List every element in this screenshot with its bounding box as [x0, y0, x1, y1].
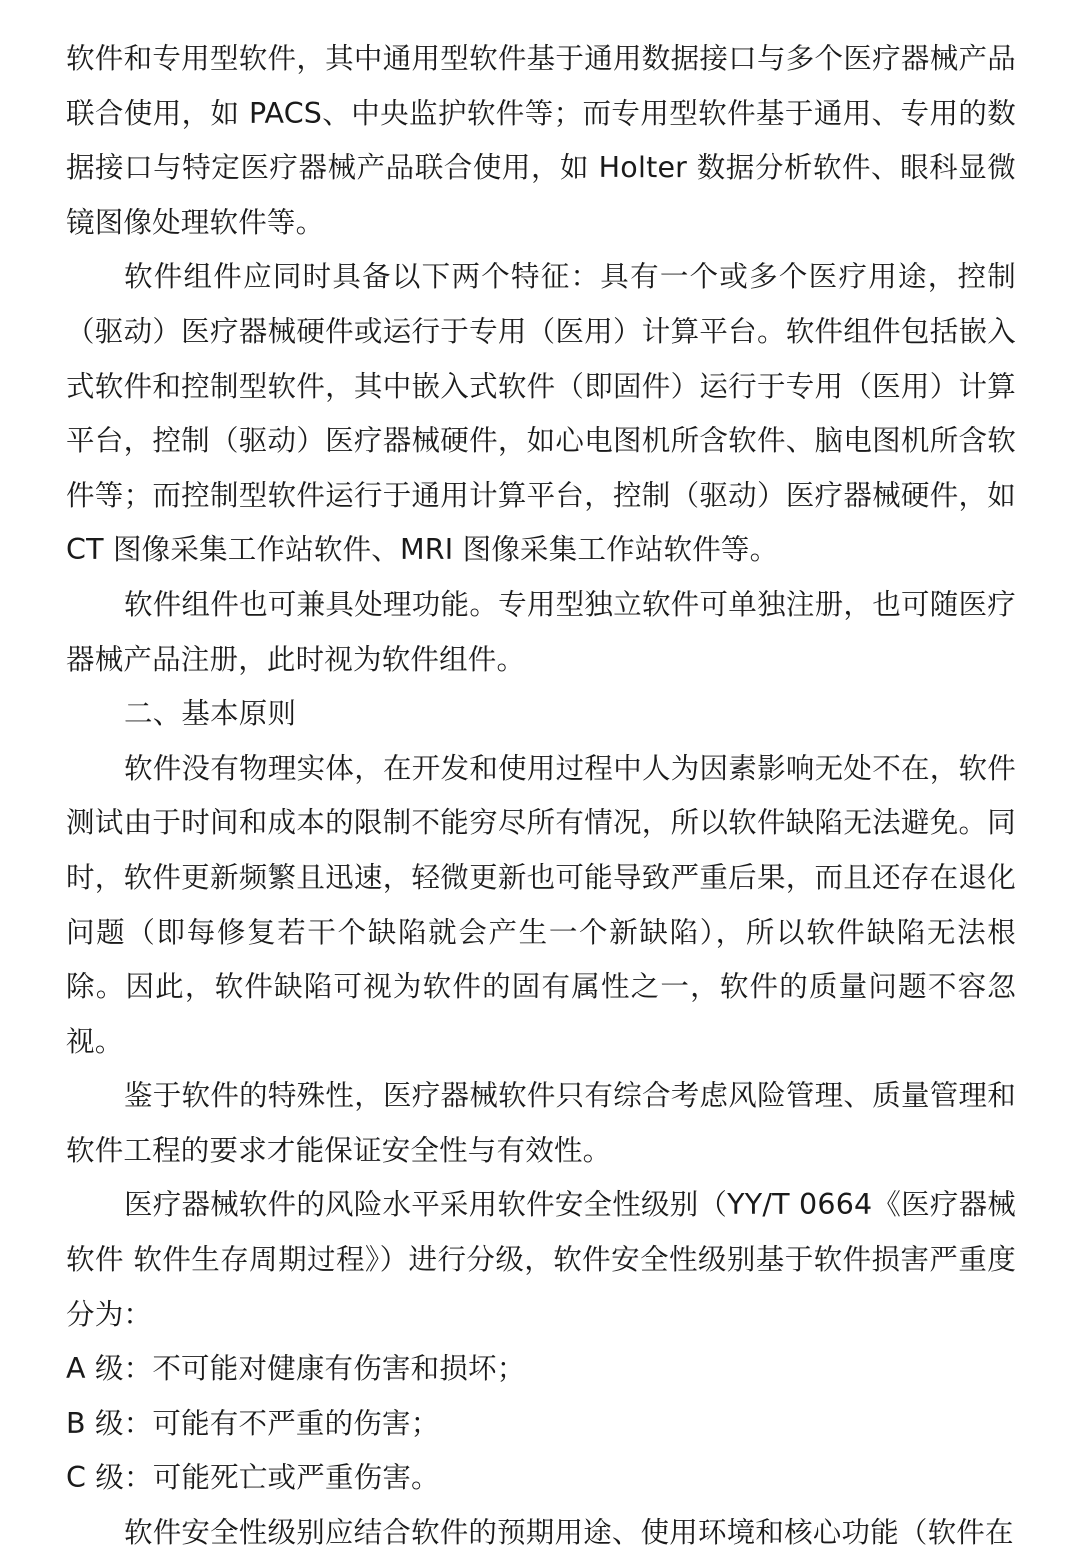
- paragraph-software-particularity: 鉴于软件的特殊性，医疗器械软件只有综合考虑风险管理、质量管理和软件工程的要求才能保证安全性与有效性。: [66, 1079, 1016, 1167]
- level-a-item: A 级：不可能对健康有伤害和损坏；: [66, 1352, 526, 1386]
- paragraph-processing-function: 软件组件也可兼具处理功能。专用型独立软件可单独注册，也可随医疗器械产品注册，此时视为软件组件。: [66, 587, 1016, 676]
- level-b-item: B 级：可能有不严重的伤害；: [66, 1406, 440, 1440]
- paragraph-software-defects: 软件没有物理实体，在开发和使用过程中人为因素影响无处不在，软件测试由于时间和成本的限制不能穷尽所有情况，所以软件缺陷无法避免。同时，软件更新频繁且迅速，轻微更新也可能导致严重后果，而且还存在退化问题（即每修复若干个缺陷就会产生一个新缺陷），所以软件缺陷无法根除。因此，软件缺陷可视为软件的固有属性之一，软件的质量问题不容忽视。: [66, 751, 1016, 1058]
- paragraph-risk-level: 医疗器械软件的风险水平采用软件安全性级别（YY/T 0664《医疗器械软件 软件生存周期过程》）进行分级，软件安全性级别基于软件损害严重度分为：: [66, 1188, 1016, 1331]
- paragraph-continued: 软件和专用型软件，其中通用型软件基于通用数据接口与多个医疗器械产品联合使用，如 PACS、中央监护软件等；而专用型软件基于通用、专用的数据接口与特定医疗器械产品联合使用，如 Holter 数据分析软件、眼科显微镜图像处理软件等。: [66, 42, 1016, 239]
- document-body: [66, 32, 1016, 1561]
- paragraph-safety-level-determination: 软件安全性级别应结合软件的预期用途、使用环境和核心功能（软件在: [124, 1516, 1014, 1550]
- level-c-item: C 级：可能死亡或严重伤害。: [66, 1461, 440, 1495]
- paragraph-software-component: 软件组件应同时具备以下两个特征：具有一个或多个医疗用途，控制（驱动）医疗器械硬件或运行于专用（医用）计算平台。软件组件包括嵌入式软件和控制型软件，其中嵌入式软件（即固件）运行于专用（医用）计算平台，控制（驱动）医疗器械硬件，如心电图机所含软件、脑电图机所含软件等；而控制型软件运行于通用计算平台，控制（驱动）医疗器械硬件，如 CT 图像采集工作站软件、MRI 图像采集工作站软件等。: [66, 260, 1016, 567]
- section-heading-basic-principles: 二、基本原则: [124, 697, 297, 731]
